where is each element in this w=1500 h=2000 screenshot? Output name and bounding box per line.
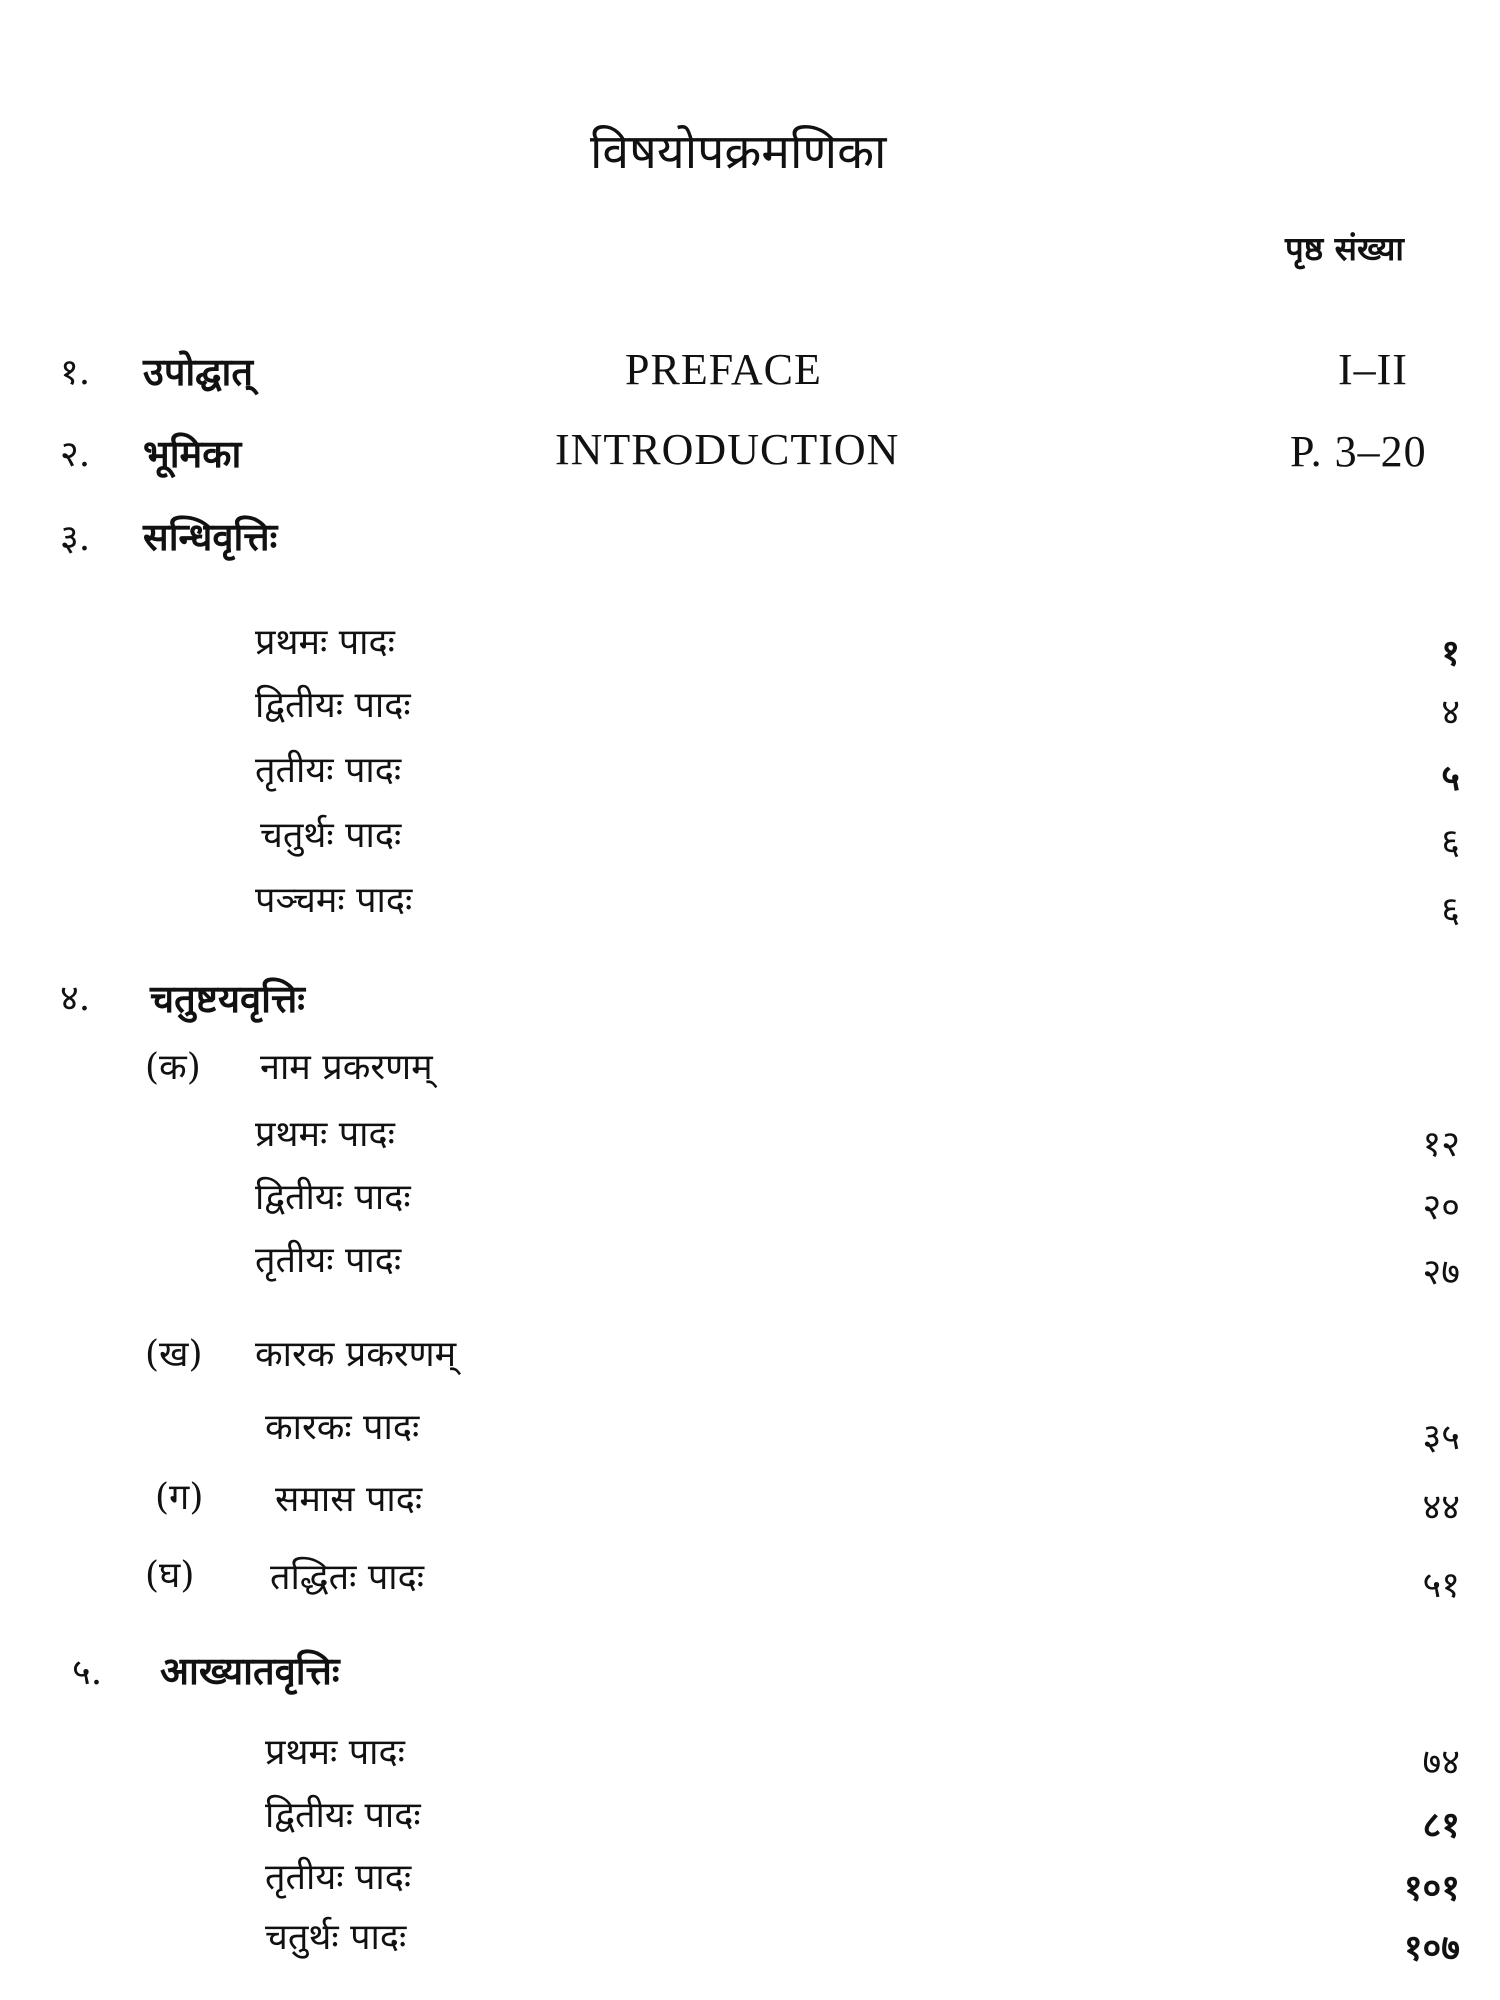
toc-entry-page: ५ bbox=[1441, 757, 1460, 799]
subsection-title: तद्धितः पादः bbox=[270, 1557, 425, 1598]
section-number: ३. bbox=[60, 518, 91, 559]
toc-entry-label: पञ्चमः पादः bbox=[255, 880, 413, 921]
page-number-column-header: पृष्ठ संख्या bbox=[1285, 229, 1404, 268]
subsection-title: नाम प्रकरणम् bbox=[260, 1047, 433, 1088]
subsection-marker: (ग) bbox=[155, 1477, 204, 1518]
toc-entry-page: ६ bbox=[1441, 822, 1460, 863]
section-page-preface: I–II bbox=[1338, 345, 1408, 394]
toc-entry-label: प्रथमः पादः bbox=[255, 1114, 395, 1155]
toc-entry-label: तृतीयः पादः bbox=[265, 1857, 412, 1898]
toc-entry-label: चतुर्थः पादः bbox=[260, 815, 402, 856]
toc-entry-page: ५१ bbox=[1422, 1565, 1460, 1606]
subsection-title: समास पादः bbox=[275, 1479, 423, 1520]
section-page-introduction: P. 3–20 bbox=[1290, 427, 1427, 476]
section-english-introduction: INTRODUCTION bbox=[555, 425, 900, 474]
toc-entry-page: ८१ bbox=[1422, 1804, 1460, 1846]
toc-entry-label: प्रथमः पादः bbox=[265, 1732, 405, 1773]
subsection-marker: (घ) bbox=[145, 1555, 195, 1596]
section-number: ५. bbox=[72, 1652, 103, 1693]
toc-entry-page: १२ bbox=[1422, 1124, 1460, 1165]
subsection-title: कारक प्रकरणम् bbox=[255, 1334, 457, 1375]
section-number: ४. bbox=[60, 978, 91, 1019]
toc-entry-label: तृतीयः पादः bbox=[255, 750, 402, 791]
toc-entry-page: ३५ bbox=[1422, 1417, 1460, 1458]
toc-entry-label: तृतीयः पादः bbox=[255, 1240, 402, 1281]
section-heading-introduction: भूमिका bbox=[143, 431, 242, 476]
toc-entry-page: ४ bbox=[1441, 692, 1460, 733]
section-number: १. bbox=[60, 352, 91, 393]
section-heading-chatushtaya: चतुष्टयवृत्तिः bbox=[150, 976, 305, 1021]
section-english-preface: PREFACE bbox=[625, 345, 822, 394]
toc-entry-page: २७ bbox=[1422, 1252, 1460, 1293]
section-heading-preface: उपोद्घात् bbox=[143, 349, 254, 394]
section-heading-sandhi: सन्धिवृत्तिः bbox=[143, 514, 278, 559]
toc-entry-label: चतुर्थः पादः bbox=[265, 1917, 407, 1958]
section-heading-akhyata: आख्यातवृत्तिः bbox=[160, 1648, 340, 1693]
toc-entry-label: कारकः पादः bbox=[265, 1407, 420, 1448]
toc-entry-page: १०१ bbox=[1403, 1867, 1460, 1909]
section-number: २. bbox=[60, 434, 91, 475]
toc-entry-page: ७४ bbox=[1422, 1742, 1460, 1783]
toc-entry-label: द्वितीयः पादः bbox=[255, 685, 411, 726]
toc-entry-page: १ bbox=[1441, 632, 1460, 674]
page-title: विषयोपक्रमणिका bbox=[590, 124, 887, 180]
toc-entry-page: ६ bbox=[1441, 890, 1460, 931]
subsection-marker: (क) bbox=[145, 1047, 201, 1088]
toc-entry-label: द्वितीयः पादः bbox=[265, 1795, 421, 1836]
toc-entry-page: २० bbox=[1422, 1187, 1460, 1228]
toc-entry-label: द्वितीयः पादः bbox=[255, 1177, 411, 1218]
toc-entry-label: प्रथमः पादः bbox=[255, 622, 395, 663]
subsection-marker: (ख) bbox=[145, 1334, 203, 1375]
toc-entry-page: ४४ bbox=[1422, 1487, 1460, 1528]
toc-entry-page: १०७ bbox=[1403, 1927, 1460, 1969]
